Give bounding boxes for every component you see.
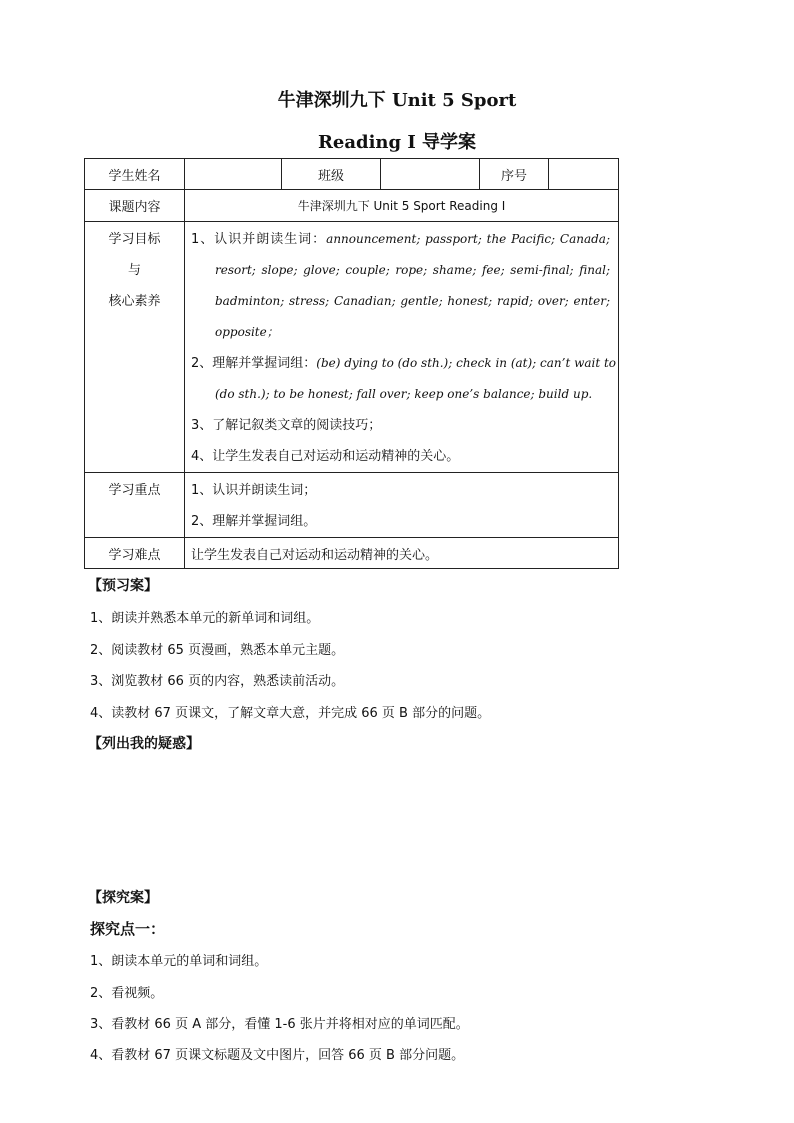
key-points-label-text: 学习重点 xyxy=(108,483,161,498)
topic-value: 牛津深圳九下 Unit 5 Sport Reading I xyxy=(185,190,619,222)
document-title-line2: Reading I 导学案 xyxy=(317,132,477,153)
key-points-content xyxy=(185,473,619,538)
student-name-field[interactable] xyxy=(185,159,282,190)
table-row xyxy=(85,222,619,473)
goal1-words-line: opposite； xyxy=(215,325,279,339)
student-name-label: 学生姓名 xyxy=(85,159,185,190)
preview-item: 4、读教材 67 页课文，了解文章大意，并完成 66 页 B 部分的问题。 xyxy=(90,706,491,721)
table-row xyxy=(85,159,619,190)
key-point: 1、认识并朗读生词； xyxy=(191,483,317,498)
key-point: 2、理解并掌握词组。 xyxy=(191,514,317,529)
doubts-heading: 【列出我的疑惑】 xyxy=(88,736,200,752)
preview-item: 2、阅读教材 65 页漫画，熟悉本单元主题。 xyxy=(90,643,345,658)
class-label: 班级 xyxy=(282,159,381,190)
goal1-words-line: announcement; passport; the Pacific; Canada; xyxy=(326,232,611,246)
goals-label xyxy=(85,222,185,473)
table-row xyxy=(85,538,619,569)
explore-item: 1、朗读本单元的单词和词组。 xyxy=(90,954,268,969)
table-row xyxy=(85,190,619,222)
goal3: 3、了解记叙类文章的阅读技巧； xyxy=(191,418,382,433)
info-table xyxy=(84,158,619,569)
topic-label: 课题内容 xyxy=(85,190,185,222)
goals-label-line: 核心素养 xyxy=(108,294,161,309)
goal4: 4、让学生发表自己对运动和运动精神的关心。 xyxy=(191,449,460,464)
goals-label-line: 学习目标 xyxy=(108,232,161,247)
explore-item: 3、看教材 66 页 A 部分，看懂 1-6 张片并将相对应的单词匹配。 xyxy=(90,1017,469,1032)
goal2-phrases-line: (be) dying to (do sth.); check in (at); can’t wait to xyxy=(316,356,617,370)
goal1-words-line: badminton; stress; Canadian; gentle; honest; rapid; over; enter; xyxy=(215,294,610,308)
document-title-line1: 牛津深圳九下 Unit 5 Sport xyxy=(277,90,517,111)
difficult-points-label: 学习难点 xyxy=(85,538,185,569)
goal1-words-line: resort; slope; glove; couple; rope; shame; fee; semi-final; final; xyxy=(215,263,610,277)
explore-item: 4、看教材 67 页课文标题及文中图片，回答 66 页 B 部分问题。 xyxy=(90,1048,465,1063)
goal2-phrases-line: (do sth.); to be honest; fall over; keep one’s balance; build up. xyxy=(215,387,593,401)
difficult-points-value: 让学生发表自己对运动和运动精神的关心。 xyxy=(185,538,619,569)
preview-item: 3、浏览教材 66 页的内容，熟悉读前活动。 xyxy=(90,674,345,689)
table-row xyxy=(85,473,619,538)
explore-item: 2、看视频。 xyxy=(90,986,164,1001)
explore-heading: 【探究案】 xyxy=(88,890,158,906)
goals-label-line: 与 xyxy=(127,263,141,278)
key-points-label xyxy=(85,473,185,538)
goal1-prefix: 1、认识并朗读生词： xyxy=(191,232,327,247)
goal2-prefix: 2、理解并掌握词组： xyxy=(191,356,317,371)
number-label: 序号 xyxy=(480,159,549,190)
goals-content xyxy=(185,222,619,473)
preview-heading: 【预习案】 xyxy=(88,578,158,594)
class-field[interactable] xyxy=(381,159,480,190)
preview-item: 1、朗读并熟悉本单元的新单词和词组。 xyxy=(90,611,320,626)
number-field[interactable] xyxy=(549,159,619,190)
explore-point-heading: 探究点一： xyxy=(90,920,166,938)
